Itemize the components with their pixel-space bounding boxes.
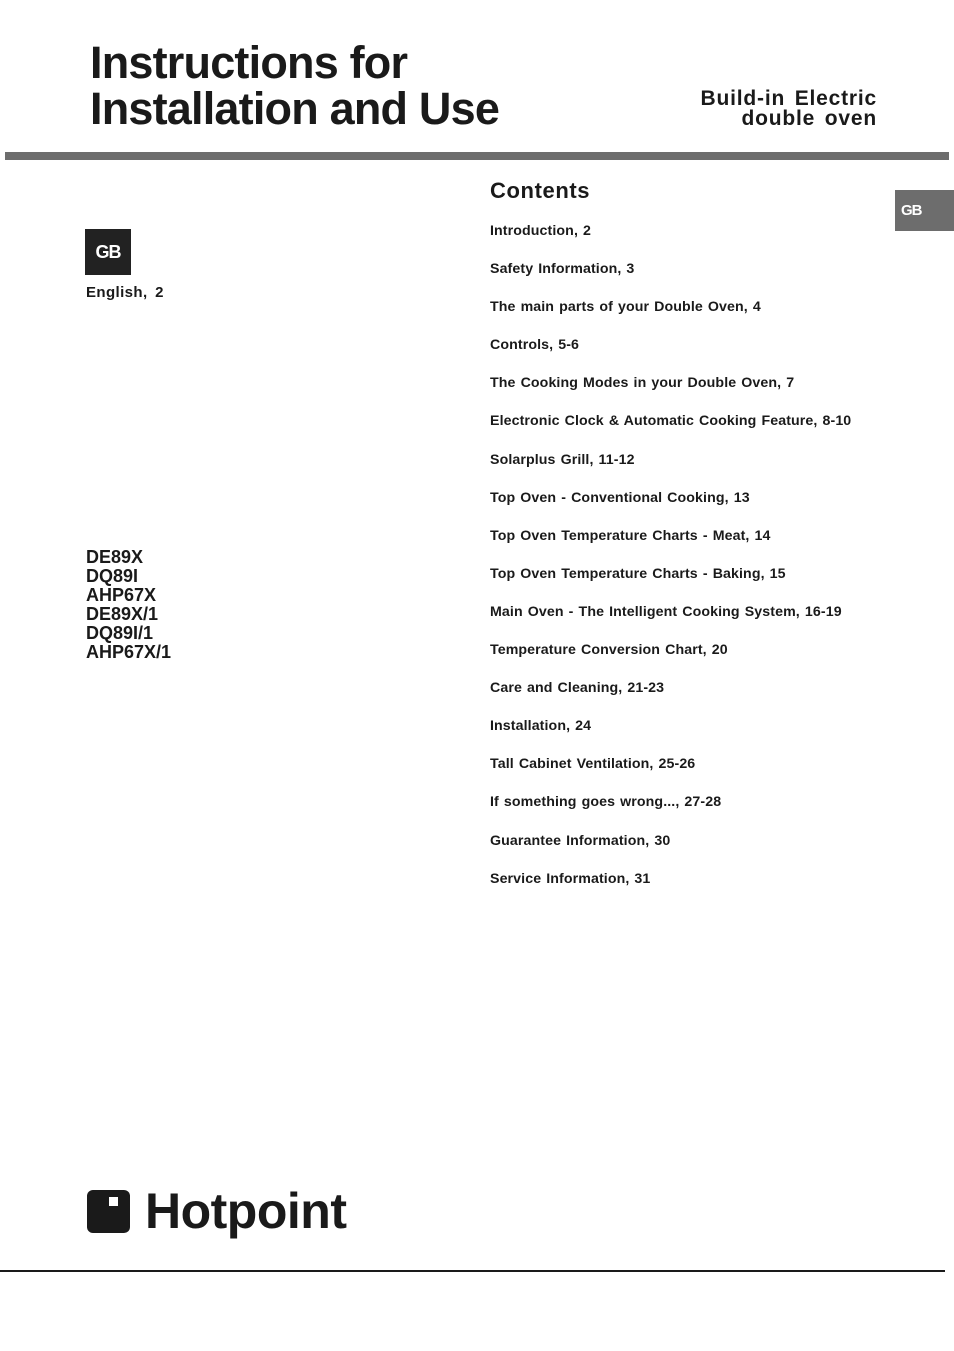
model-item: AHP67X/1: [86, 642, 172, 662]
footer-divider: [0, 1270, 945, 1272]
toc-item[interactable]: Controls, 5-6: [490, 337, 580, 354]
subtitle-line-2: double oven: [741, 107, 877, 130]
subtitle-line-1: Build-in Electric: [700, 87, 877, 110]
language-side-tab[interactable]: GB: [895, 190, 954, 231]
toc-item[interactable]: Introduction, 2: [490, 223, 592, 239]
toc-item[interactable]: Top Oven Temperature Charts - Baking, 15: [490, 565, 786, 582]
model-item: DQ89I: [86, 566, 139, 586]
toc-item[interactable]: Top Oven Temperature Charts - Meat, 14: [490, 527, 771, 544]
toc-item[interactable]: Main Oven - The Intelligent Cooking System, 16-19: [490, 603, 842, 620]
hotpoint-logo-icon: [87, 1190, 130, 1233]
toc-item[interactable]: Electronic Clock & Automatic Cooking Feature, 8-10: [490, 413, 852, 430]
toc-item[interactable]: Solarplus Grill, 11-12: [490, 451, 635, 468]
toc-item[interactable]: Installation, 24: [490, 718, 592, 735]
toc-item[interactable]: The main parts of your Double Oven, 4: [490, 299, 761, 316]
product-subtitle: [701, 89, 877, 129]
title-line-1: Instructions for: [90, 37, 408, 88]
document-title: [90, 37, 500, 134]
table-of-contents: [490, 222, 851, 908]
toc-item[interactable]: Top Oven - Conventional Cooking, 13: [490, 489, 750, 506]
toc-item[interactable]: Temperature Conversion Chart, 20: [490, 642, 728, 659]
model-item: DE89X: [86, 547, 144, 567]
brand-wordmark: Hotpoint: [145, 1183, 347, 1239]
toc-item[interactable]: The Cooking Modes in your Double Oven, 7: [490, 375, 795, 392]
brand-logo: [87, 1185, 346, 1237]
toc-item[interactable]: Safety Information, 3: [490, 261, 635, 278]
toc-item[interactable]: Care and Cleaning, 21-23: [490, 680, 665, 697]
contents-heading: Contents: [490, 178, 591, 203]
toc-item[interactable]: Guarantee Information, 30: [490, 832, 671, 849]
model-item: DE89X/1: [86, 604, 159, 624]
header-divider: [5, 152, 949, 160]
toc-item[interactable]: If something goes wrong..., 27-28: [490, 794, 722, 811]
language-badge[interactable]: GB: [85, 229, 131, 275]
model-list: [86, 548, 171, 662]
language-label[interactable]: English, 2: [86, 284, 164, 301]
toc-item[interactable]: Service Information, 31: [490, 870, 651, 887]
title-line-2: Installation and Use: [90, 83, 500, 134]
toc-item[interactable]: Tall Cabinet Ventilation, 25-26: [490, 756, 696, 773]
model-item: DQ89I/1: [86, 623, 154, 643]
model-item: AHP67X: [86, 585, 157, 605]
